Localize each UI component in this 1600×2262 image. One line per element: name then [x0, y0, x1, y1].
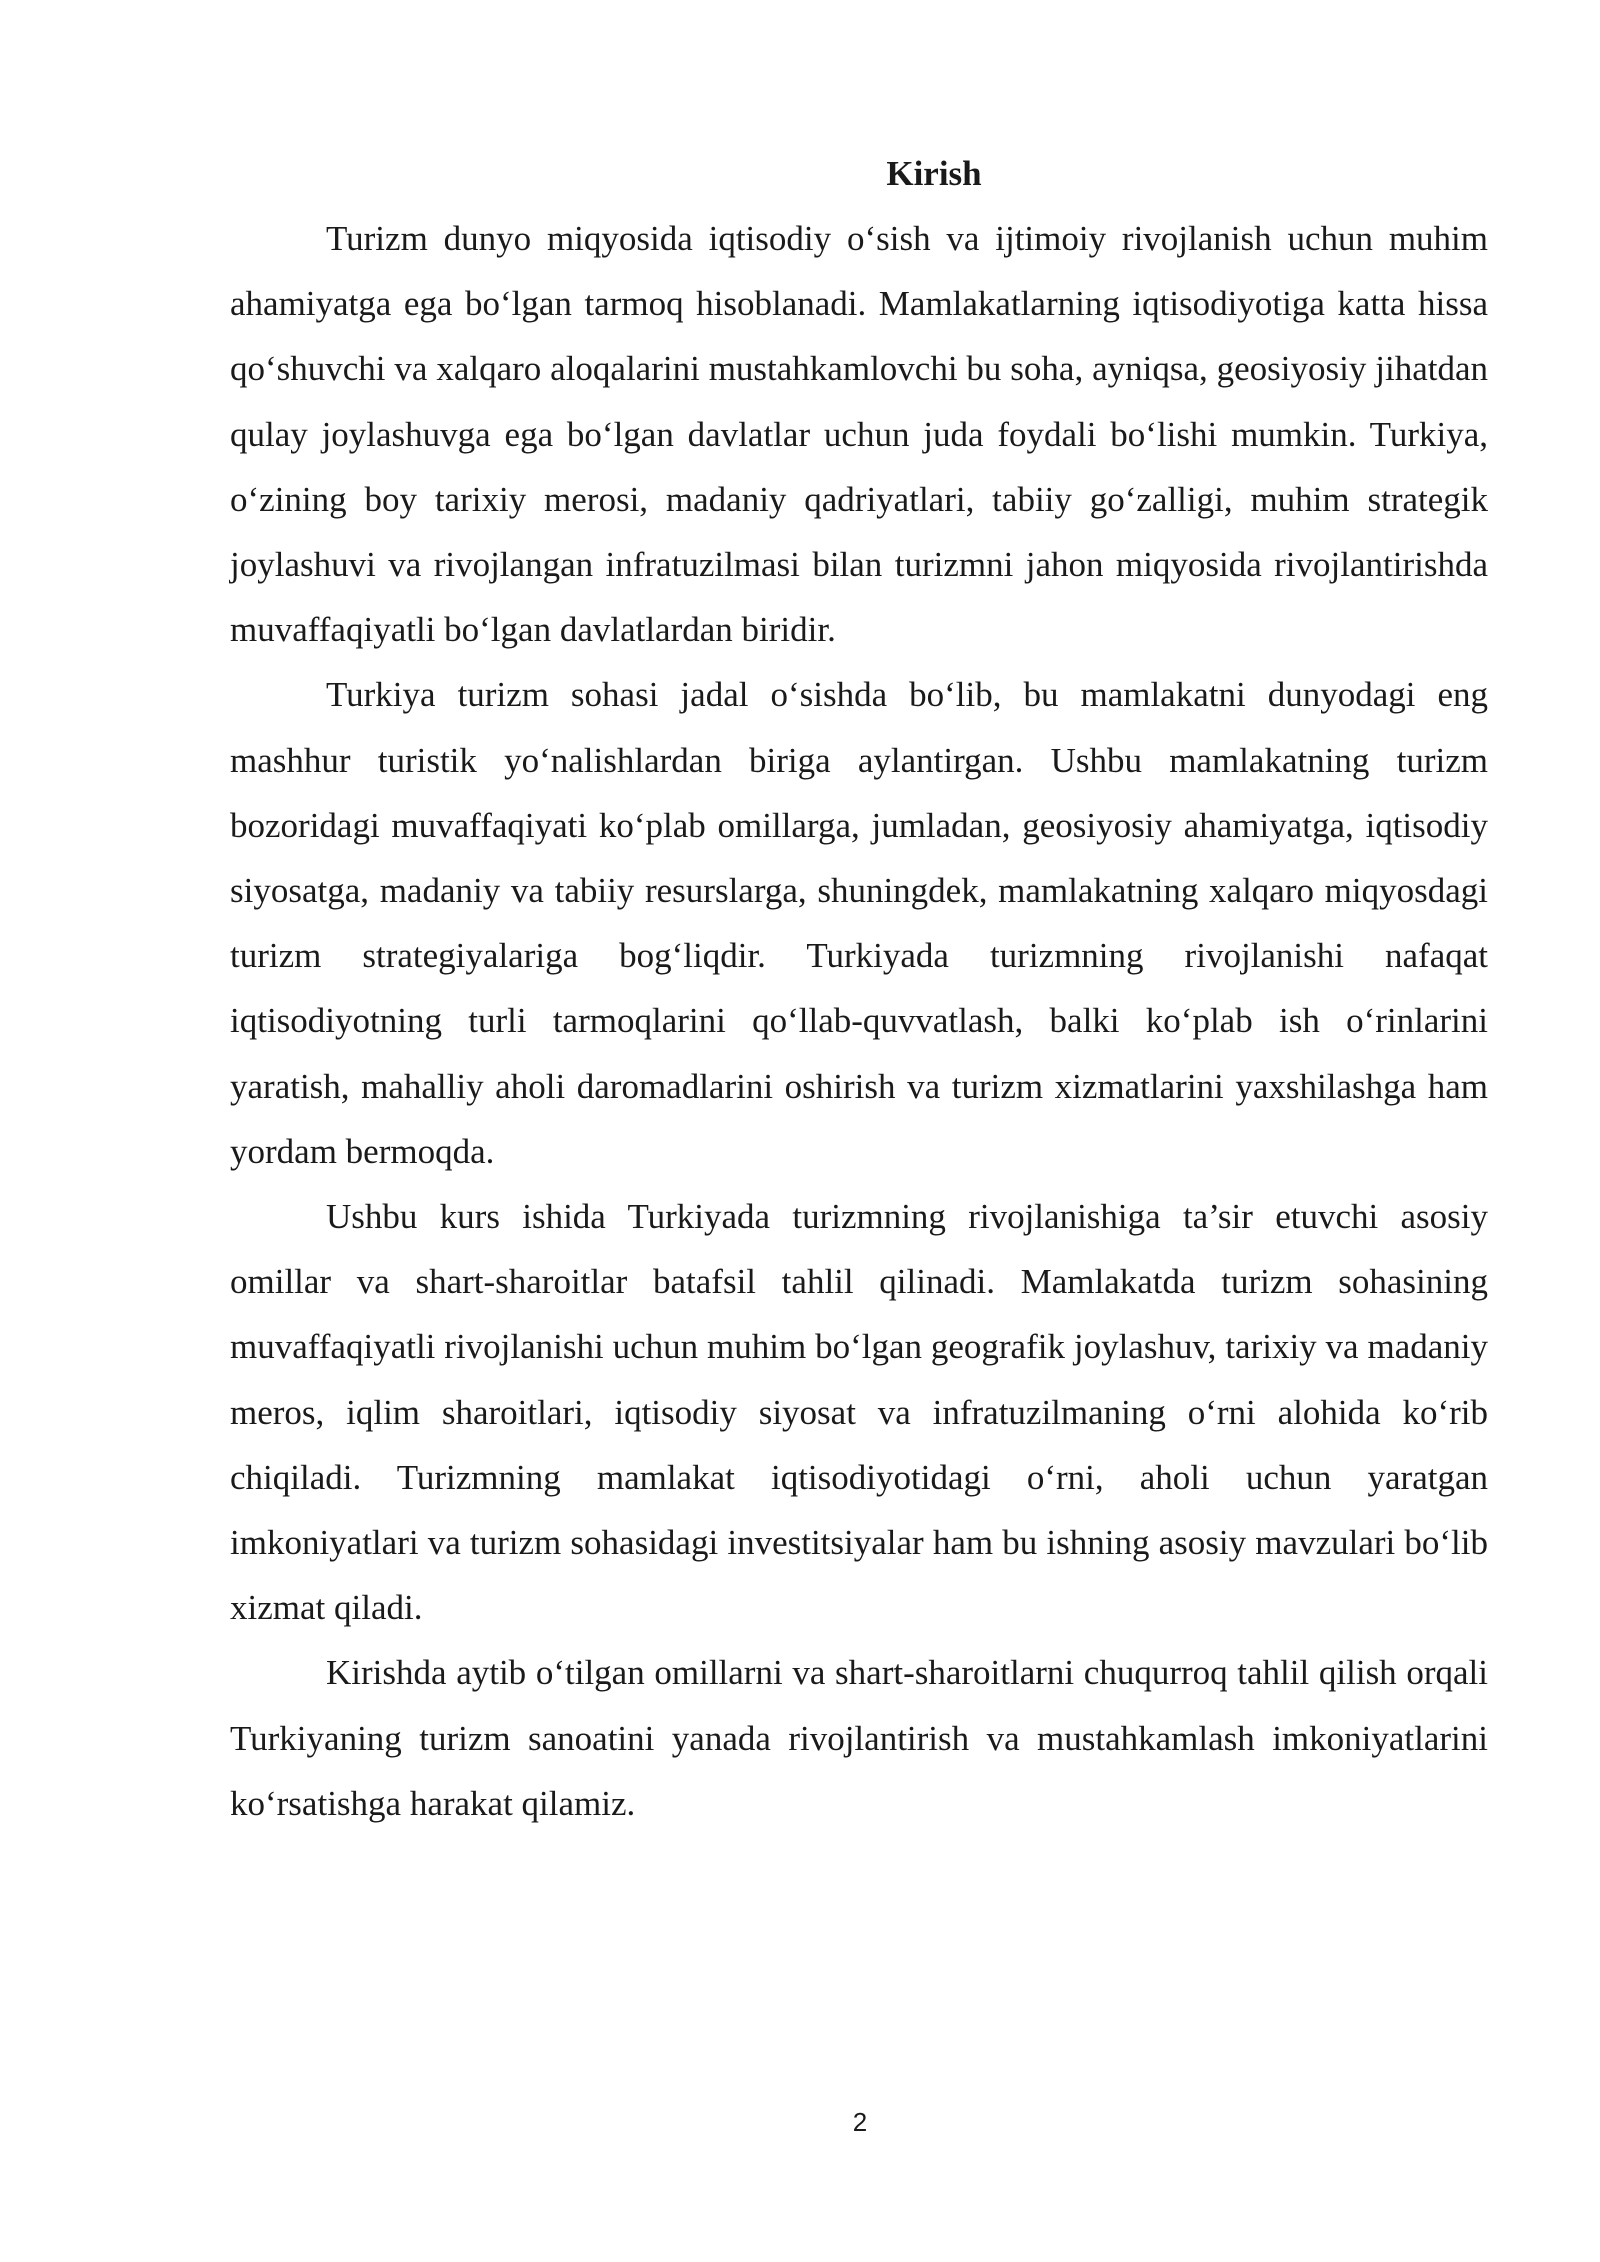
paragraph-3: Ushbu kurs ishida Turkiyada turizmning rivojlanishiga ta’sir etuvchi asosiy omillar va shart-sharoitlar batafsil tahlil qilinadi. Mamlakatda turizm sohasining muvaffaqiyatli rivojlanishi uchun muhim bo‘lgan geografik joylashuv, tarixiy va madaniy meros, iqlim sharoitlari, iqtisodiy siyosat va infratuzilmaning o‘rni alohida ko‘rib chiqiladi. Turizmning mamlakat iqtisodiyotidagi o‘rni, aholi uchun yaratgan imkoniyatlari va turizm sohasidagi investitsiyalar ham bu ishning asosiy mavzulari bo‘lib xizmat qiladi.	[230, 1197, 1488, 1628]
section-title: Kirish	[886, 154, 982, 193]
paragraph-4: Kirishda aytib o‘tilgan omillarni va shart-sharoitlarni chuqurroq tahlil qilish orqali Turkiyaning turizm sanoatini yanada rivojlantirish va mustahkamlash imkoniyatlarini ko‘rsatishga harakat qilamiz.	[230, 1653, 1488, 1823]
paragraph-2: Turkiya turizm sohasi jadal o‘sishda bo‘lib, bu mamlakatni dunyodagi eng mashhur turistik yo‘nalishlardan biriga aylantirgan. Ushbu mamlakatning turizm bozoridagi muvaffaqiyati ko‘plab omillarga, jumladan, geosiyosiy ahamiyatga, iqtisodiy siyosatga, madaniy va tabiiy resurslarga, shuningdek, mamlakatning xalqaro miqyosdagi turizm strategiyalariga bog‘liqdir. Turkiyada turizmning rivojlanishi nafaqat iqtisodiyotning turli tarmoqlarini qo‘llab-quvvatlash, balki ko‘plab ish o‘rinlarini yaratish, mahalliy aholi daromadlarini oshirish va turizm xizmatlarini yaxshilashga ham yordam bermoqda.	[230, 675, 1488, 1171]
paragraph-1: Turizm dunyo miqyosida iqtisodiy o‘sish va ijtimoiy rivojlanish uchun muhim ahamiyatga ega bo‘lgan tarmoq hisoblanadi. Mamlakatlarning iqtisodiyotiga katta hissa qo‘shuvchi va xalqaro aloqalarini mustahkamlovchi bu soha, ayniqsa, geosiyosiy jihatdan qulay joylashuvga ega bo‘lgan davlatlar uchun juda foydali bo‘lishi mumkin. Turkiya, o‘zining boy tarixiy merosi, madaniy qadriyatlari, tabiiy go‘zalligi, muhim strategik joylashuvi va rivojlangan infratuzilmasi bilan turizmni jahon miqyosida rivojlantirishda muvaffaqiyatli bo‘lgan davlatlardan biridir.	[230, 219, 1488, 650]
page-number: 2	[852, 2107, 868, 2137]
document-body	[230, 148, 1488, 1836]
